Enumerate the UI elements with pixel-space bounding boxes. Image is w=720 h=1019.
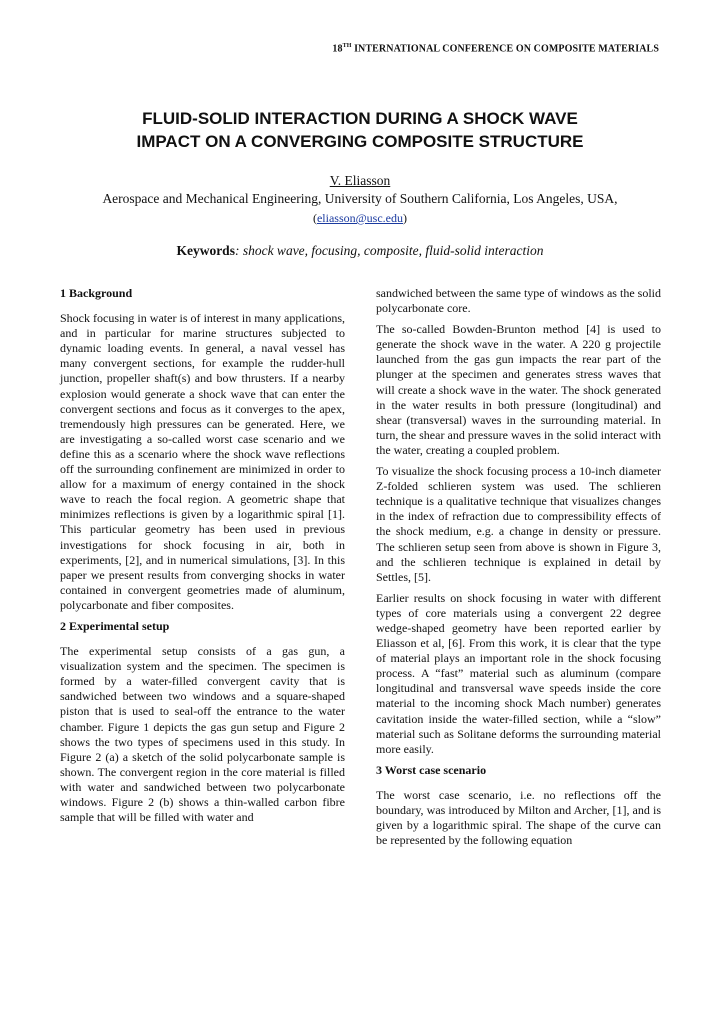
right-paragraph-3: To visualize the shock focusing process a 10-inch diameter Z-folded schlieren system was used. The schlieren technique is a qualitative technique that visualizes changes in the index of refraction due to compressibility effects of the shock medium, e.g. a change in density or pressure. The schlieren setup seen from above is shown in Figure 3, and the schlieren technique is explained in detail by Settles, [5]. [376,464,661,584]
email-link[interactable]: eliasson@usc.edu [316,211,404,225]
section-heading-experimental-setup: 2 Experimental setup [60,618,170,633]
experimental-setup-paragraph: The experimental setup consists of a gas gun, a visualization system and the specimen. The specimen is formed by a water-filled convergent cavity that is sandwiched between two windows and a square-shaped piston that is used to seal-off the entrance to the water chamber. Figure 1 depicts the gas gun setup and Figure 2 shows the two types of specimens used in this study. In Figure 2 (a) a sketch of the solid polycarbonate sample is shown. The convergent region in the core material is filled with water and sandwiched between two polycarbonate windows. Figure 2 (b) shows a thin-walled carbon fibre sample that will be filled with water and [60,644,345,825]
email-line [0,211,720,226]
author-name [0,173,720,189]
paper-title [0,107,720,153]
right-paragraph-1: sandwiched between the same type of windows as the solid polycarbonate core. [376,286,661,316]
email-close-paren: ) [403,211,408,225]
right-paragraph-4: Earlier results on shock focusing in water with different types of core materials using a convergent 22 degree wedge-shaped geometry have been reported earlier by Eliasson et al, [6]. From this work, it is clear that the type of material plays an important role in the shock focusing process. A “fast” material such as aluminum (compare longitudinal and transversal wave speeds inside the core material to the incoming shock Mach number) generates cavitation inside the water-filled section, while a “slow” material such as Solitane deforms the surrounding material more easily. [376,590,661,756]
section-heading-worst-case: 3 Worst case scenario [376,762,487,777]
header-text: INTERNATIONAL CONFERENCE ON COMPOSITE MATERIALS [351,43,659,55]
keywords-list: : shock wave, focusing, composite, fluid-solid interaction [234,243,544,258]
header-number: 18 [332,43,343,55]
right-column [376,286,661,854]
email-open-paren: ( [312,211,317,225]
keywords-line [0,243,720,259]
running-header [332,43,659,54]
background-paragraph: Shock focusing in water is of interest in many applications, and in particular for marine structures subjected to dynamic loading events. In general, a naval vessel has many convergent sections, for example the rudder-hull junction, propeller shaft(s) and bow thrusters. If a nearby explosion would generate a shock wave that can enter the convergent sections and focus as it converges to the apex, tremendously high pressures can be generated. Here, we are investigating a so-called worst case scenario and we define this as a scenario where the shock wave reflections off the surrounding confinement are minimized in order to allow for a maximum of energy contained in the shock wave to reach the focal region. A geometric shape that minimizes reflections is given by a logarithmic spiral [1]. This particular geometry has been used in previous investigations for shock focusing in air, both in experiments, [2], and in numerical simulations, [3]. In this paper we present results from converging shocks in water contained in convergent geometries made of aluminum, polycarbonate and fiber composites. [60,311,345,612]
worst-case-paragraph: The worst case scenario, i.e. no reflections off the boundary, was introduced by Milton and Archer, [1], and is given by a logarithmic spiral. The shape of the curve can be represented by the following equation [376,787,661,848]
right-paragraph-2: The so-called Bowden-Brunton method [4] is used to generate the shock wave in the water. A 220 g projectile launched from the gas gun impacts the rear part of the plunger at the specimen and generates stress waves that will create a shock wave in the water. The shock generated in the water results in both pressure (longitudinal) and shear (transversal) waves in the surrounding material. In turn, the shear and pressure waves in the solid interact with the water, creating a coupled problem. [376,322,661,457]
title-line-2: IMPACT ON A CONVERGING COMPOSITE STRUCTURE [136,132,584,151]
keywords-label: Keywords [176,243,235,258]
section-heading-background: 1 Background [60,286,133,300]
author-link: V. Eliasson [329,173,391,188]
title-line-1: FLUID-SOLID INTERACTION DURING A SHOCK WAVE [142,109,578,128]
left-column [60,286,345,831]
header-superscript: TH [342,43,352,49]
affiliation: Aerospace and Mechanical Engineering, University of Southern California, Los Angeles, USA, [102,191,618,206]
